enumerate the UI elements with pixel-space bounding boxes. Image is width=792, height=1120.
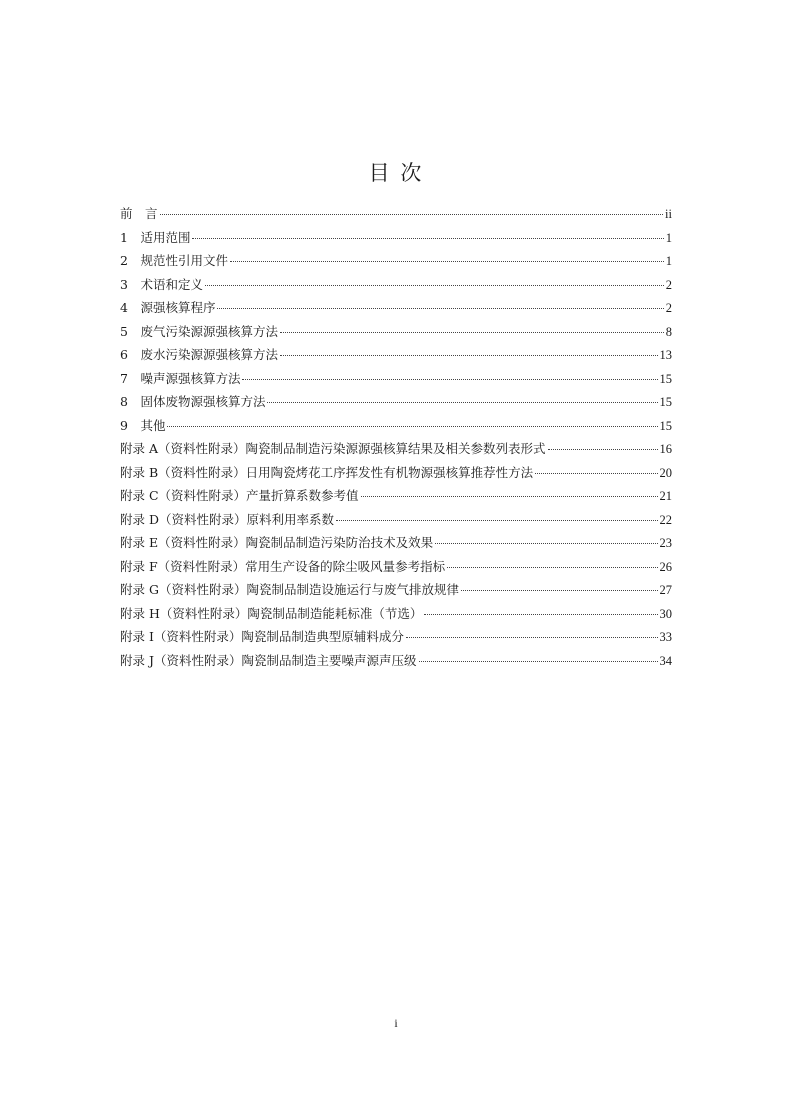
toc-entry-8[interactable] — [120, 390, 672, 414]
dot-leader — [167, 426, 657, 427]
toc-entry-label: 1 适用范围 — [120, 229, 191, 245]
toc-entry-page: 26 — [659, 559, 672, 574]
toc-entry-2[interactable] — [120, 249, 672, 273]
toc-entry-page: 15 — [659, 418, 672, 433]
dot-leader — [361, 496, 658, 497]
toc-entry-1[interactable] — [120, 226, 672, 250]
toc-entry-9[interactable] — [120, 414, 672, 438]
toc-entry-4[interactable] — [120, 296, 672, 320]
toc-entry-preface[interactable] — [120, 202, 672, 226]
toc-entry-6[interactable] — [120, 343, 672, 367]
toc-entry-label: 附录 E（资料性附录）陶瓷制品制造污染防治技术及效果 — [120, 535, 434, 550]
dot-leader — [160, 214, 664, 215]
toc-entry-7[interactable] — [120, 367, 672, 391]
toc-entry-label: 附录 B（资料性附录）日用陶瓷烤花工序挥发性有机物源强核算推荐性方法 — [120, 464, 534, 480]
toc-entry-label: 附录 H（资料性附录）陶瓷制品制造能耗标准（节选） — [120, 605, 423, 621]
dot-leader — [424, 614, 657, 615]
toc-entry-page: 1 — [665, 230, 672, 245]
toc-entry-page: 34 — [659, 653, 672, 668]
dot-leader — [548, 449, 658, 450]
dot-leader — [267, 402, 657, 403]
dot-leader — [406, 637, 658, 638]
toc-entry-label: 附录 J（资料性附录）陶瓷制品制造主要噪声源声压级 — [120, 652, 417, 668]
toc-entry-page: 27 — [659, 583, 672, 597]
toc-entry-page: 2 — [665, 277, 672, 292]
toc-entry-page: 23 — [659, 536, 672, 550]
toc-entry-page: 16 — [659, 442, 672, 456]
toc-entry-page: 1 — [665, 254, 672, 268]
toc-entry-page: 15 — [659, 395, 672, 409]
toc-entry-appendix-j[interactable] — [120, 649, 672, 673]
toc-entry-appendix-i[interactable] — [120, 625, 672, 649]
toc-entry-appendix-g[interactable] — [120, 578, 672, 602]
dot-leader — [447, 567, 657, 568]
table-of-contents — [120, 202, 672, 672]
dot-leader — [419, 661, 658, 662]
toc-entry-label: 附录 G（资料性附录）陶瓷制品制造设施运行与废气排放规律 — [120, 582, 459, 597]
toc-entry-page: 30 — [659, 606, 672, 621]
toc-entry-appendix-c[interactable] — [120, 484, 672, 508]
page-number: i — [394, 1016, 398, 1030]
toc-entry-label: 附录 A（资料性附录）陶瓷制品制造污染源源强核算结果及相关参数列表形式 — [120, 441, 546, 456]
dot-leader — [242, 379, 657, 380]
toc-entry-label: 6 废水污染源源强核算方法 — [120, 347, 278, 362]
toc-entry-page: 13 — [659, 348, 672, 362]
toc-entry-label: 2 规范性引用文件 — [120, 253, 228, 268]
toc-entry-label: 附录 D（资料性附录）原料利用率系数 — [120, 511, 334, 527]
toc-entry-label: 3 术语和定义 — [120, 276, 203, 292]
toc-entry-appendix-a[interactable] — [120, 437, 672, 461]
page-title: 目 次 — [368, 161, 424, 185]
toc-entry-appendix-b[interactable] — [120, 461, 672, 485]
toc-entry-page: 15 — [659, 371, 672, 386]
toc-entry-page: 20 — [659, 465, 672, 480]
dot-leader — [280, 332, 664, 333]
toc-entry-label: 附录 C（资料性附录）产量折算系数参考值 — [120, 488, 359, 503]
toc-entry-label: 前 言 — [120, 206, 158, 221]
toc-entry-page: 2 — [665, 301, 672, 315]
toc-entry-label: 4 源强核算程序 — [120, 300, 216, 315]
toc-entry-label: 7 噪声源强核算方法 — [120, 370, 241, 386]
toc-entry-page: 8 — [665, 324, 672, 339]
toc-entry-label: 附录 F（资料性附录）常用生产设备的除尘吸风量参考指标 — [120, 558, 446, 574]
dot-leader — [230, 261, 664, 262]
toc-entry-page: ii — [665, 207, 672, 221]
toc-entry-label: 附录 I（资料性附录）陶瓷制品制造典型原辅料成分 — [120, 629, 404, 644]
toc-entry-label: 8 固体废物源强核算方法 — [120, 394, 266, 409]
dot-leader — [205, 285, 664, 286]
toc-entry-appendix-f[interactable] — [120, 555, 672, 579]
toc-entry-appendix-h[interactable] — [120, 602, 672, 626]
dot-leader — [336, 520, 658, 521]
toc-entry-3[interactable] — [120, 273, 672, 297]
dot-leader — [217, 308, 663, 309]
toc-entry-page: 21 — [659, 489, 672, 503]
toc-entry-page: 33 — [659, 630, 672, 644]
toc-entry-label: 9 其他 — [120, 417, 166, 433]
toc-entry-5[interactable] — [120, 320, 672, 344]
toc-entry-appendix-d[interactable] — [120, 508, 672, 532]
toc-entry-label: 5 废气污染源源强核算方法 — [120, 323, 278, 339]
dot-leader — [280, 355, 658, 356]
dot-leader — [435, 543, 657, 544]
toc-entry-appendix-e[interactable] — [120, 531, 672, 555]
dot-leader — [535, 473, 657, 474]
dot-leader — [461, 590, 658, 591]
dot-leader — [192, 238, 663, 239]
toc-entry-page: 22 — [659, 512, 672, 527]
